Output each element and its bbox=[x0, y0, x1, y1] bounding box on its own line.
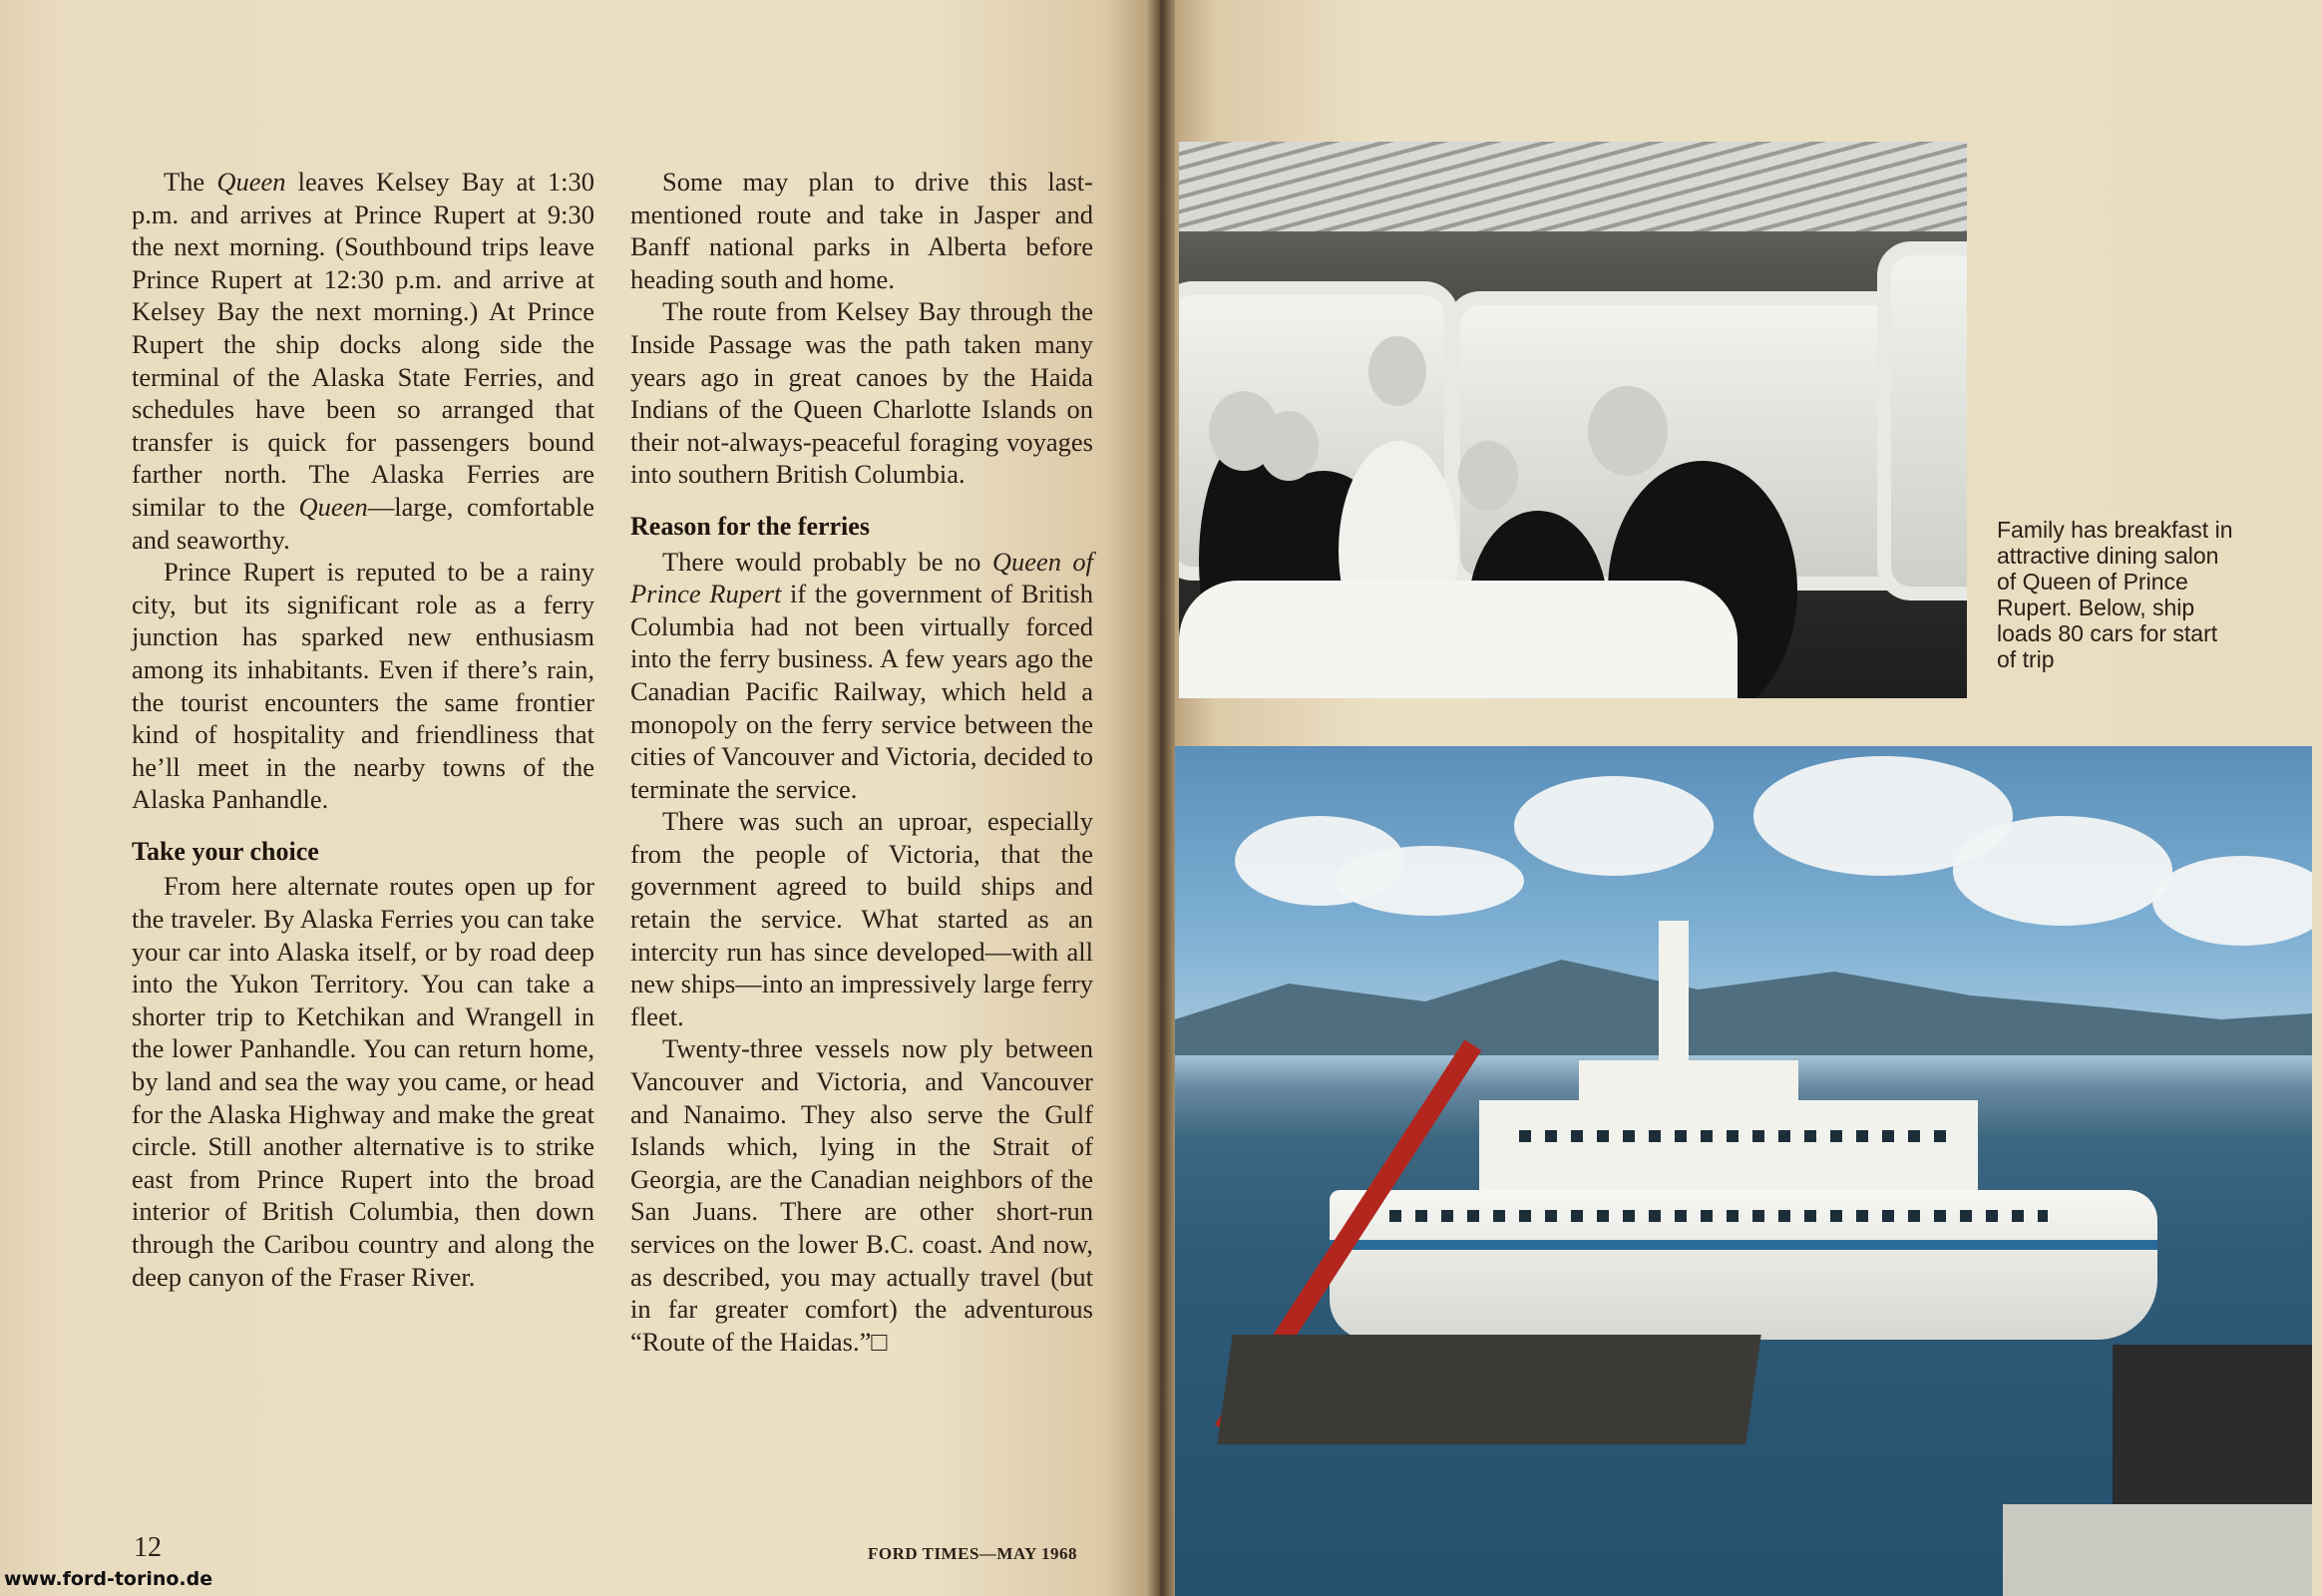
photo-ceiling bbox=[1179, 142, 1967, 231]
photo-table bbox=[1179, 581, 1738, 698]
photo-cloud bbox=[1335, 846, 1524, 916]
photo-window bbox=[1877, 241, 1967, 600]
text-column-1 bbox=[132, 166, 594, 1293]
photo-cloud bbox=[1514, 776, 1714, 876]
paragraph: The route from Kelsey Bay through the Inside Passage was the path taken many years ago in great canoes by the Haida Indians of the Queen Charlotte Islands on their not-always-peaceful foraging voyages into southern British Columbia. bbox=[630, 296, 1093, 490]
paragraph: Prince Rupert is reputed to be a rainy city, but its significant role as a ferry junction has sparked new enthusiasm among its inhabitants. Even if there’s rain, the tourist encounters the same frontier kind of hospitality and friendliness that he’ll meet in the nearby towns of the Alaska Panhandle. bbox=[132, 557, 594, 815]
photo-cloud bbox=[1953, 816, 2172, 926]
ship-deck bbox=[1479, 1100, 1978, 1200]
ship-windows bbox=[1519, 1130, 1958, 1142]
paragraph: Some may plan to drive this last-mentioned route and take in Jasper and Banff national parks in Alberta before heading south and home. bbox=[630, 167, 1093, 294]
photo-cloud bbox=[2152, 856, 2312, 946]
text-column-2 bbox=[630, 166, 1093, 1358]
photo-face bbox=[1458, 441, 1518, 511]
barge bbox=[1217, 1335, 1760, 1444]
end-mark: □ bbox=[871, 1326, 888, 1357]
photo-caption: Family has breakfast in attractive dining salon of Queen of Prince Rupert. Below, ship loads 80 cars for start of trip bbox=[1997, 517, 2233, 672]
photo-face bbox=[1259, 411, 1319, 481]
photo-face bbox=[1588, 386, 1668, 476]
section-heading: Take your choice bbox=[132, 836, 319, 866]
ship-bridge bbox=[1579, 1060, 1798, 1110]
photo-mountains bbox=[1175, 936, 2312, 1055]
page-number: 12 bbox=[134, 1532, 162, 1563]
ferry-photo bbox=[1175, 746, 2312, 1596]
running-footer: FORD TIMES—MAY 1968 bbox=[868, 1544, 1078, 1563]
page-gutter bbox=[1145, 0, 1175, 1596]
pier bbox=[2113, 1345, 2312, 1524]
paragraph: There was such an uproar, especially from the people of Victoria, that the government agreed to build ships and retain the service. What started as an intercity run has since developed—with all new ships—into an impressively large ferry fleet. bbox=[630, 806, 1093, 1031]
photo-face bbox=[1368, 336, 1426, 406]
section-heading: Reason for the ferries bbox=[630, 511, 870, 541]
dining-salon-photo bbox=[1179, 142, 1967, 698]
dock bbox=[2003, 1504, 2312, 1596]
ship-mast bbox=[1659, 921, 1689, 1070]
paragraph: The Queen leaves Kelsey Bay at 1:30 p.m. and arrives at Prince Rupert at 9:30 the next morning. (Southbound trips leave Prince Rupert at 12:30 p.m. and arrive at Kelsey Bay the next morning.) At Prince Rupert the ship docks along side the terminal of the Alaska State Ferries, and schedules have been so arranged that transfer is quick for passengers bound farther north. The Alaska Ferries are similar to the Queen—large, comfortable and seaworthy. bbox=[132, 167, 594, 555]
paragraph: There would probably be no Queen of Prince Rupert if the government of British Columbia had not been virtually forced into the ferry business. A few years ago the Canadian Pacific Railway, which held a monopoly on the ferry service between the cities of Vancouver and Victoria, decided to terminate the service. bbox=[630, 546, 1093, 804]
ship-stripe bbox=[1330, 1240, 2157, 1250]
paragraph: Twenty-three vessels now ply between Vancouver and Victoria, and Vancouver and Nanaimo. They also serve the Gulf Islands which, lying in the Strait of Georgia, are the Canadian neighbors of the San Juans. There are other short-run services on the lower B.C. coast. And now, as described, you may actually travel (but in far greater comfort) the adventurous “Route of the Haidas.”□ bbox=[630, 1033, 1093, 1357]
paragraph: From here alternate routes open up for the traveler. By Alaska Ferries you can take your car into Alaska itself, or by road deep into the Yukon Territory. You can take a shorter trip to Ketchikan and Wrangell in the lower Panhandle. You can return home, by land and sea the way you came, or head for the Alaska Highway and make the great circle. Still another alternative is to strike east from Prince Rupert into the broad interior of British Columbia, then down through the Caribou country and along the deep canyon of the Fraser River. bbox=[132, 871, 594, 1292]
watermark: www.ford-torino.de bbox=[4, 1568, 213, 1590]
ship-windows bbox=[1389, 1210, 2048, 1222]
